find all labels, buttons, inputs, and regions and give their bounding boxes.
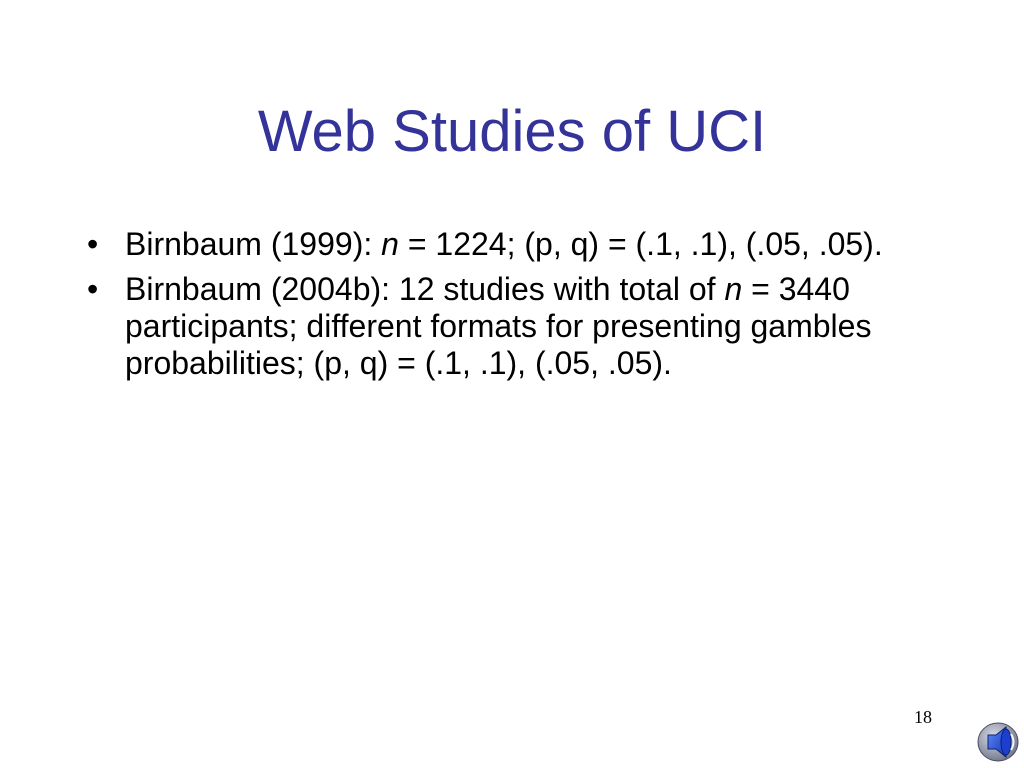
bullet-text-tail: = 1224; (p, q) = (.1, .1), (.05, .05). (398, 226, 883, 262)
italic-variable: n (724, 271, 743, 307)
bullet-marker: • (87, 226, 99, 262)
page-number: 18 (914, 707, 932, 727)
bullet-text-lead: Birnbaum (2004b): 12 studies with total of (125, 271, 725, 307)
bullet-item-1 (87, 226, 947, 263)
bullet-item-2 (87, 271, 947, 382)
bullet-marker: • (87, 271, 99, 307)
bullet-text-tail: = 3440 participants; different formats for presenting gambles probabilities; (p, q) = (.1, .1), (.05, .05). (125, 271, 872, 381)
slide-title: Web Studies of UCI (257, 99, 767, 164)
italic-variable: n (381, 226, 399, 262)
bullet-text-lead: Birnbaum (1999): (125, 226, 382, 262)
speaker-icon[interactable] (975, 718, 1021, 764)
bullet-list (87, 226, 947, 390)
